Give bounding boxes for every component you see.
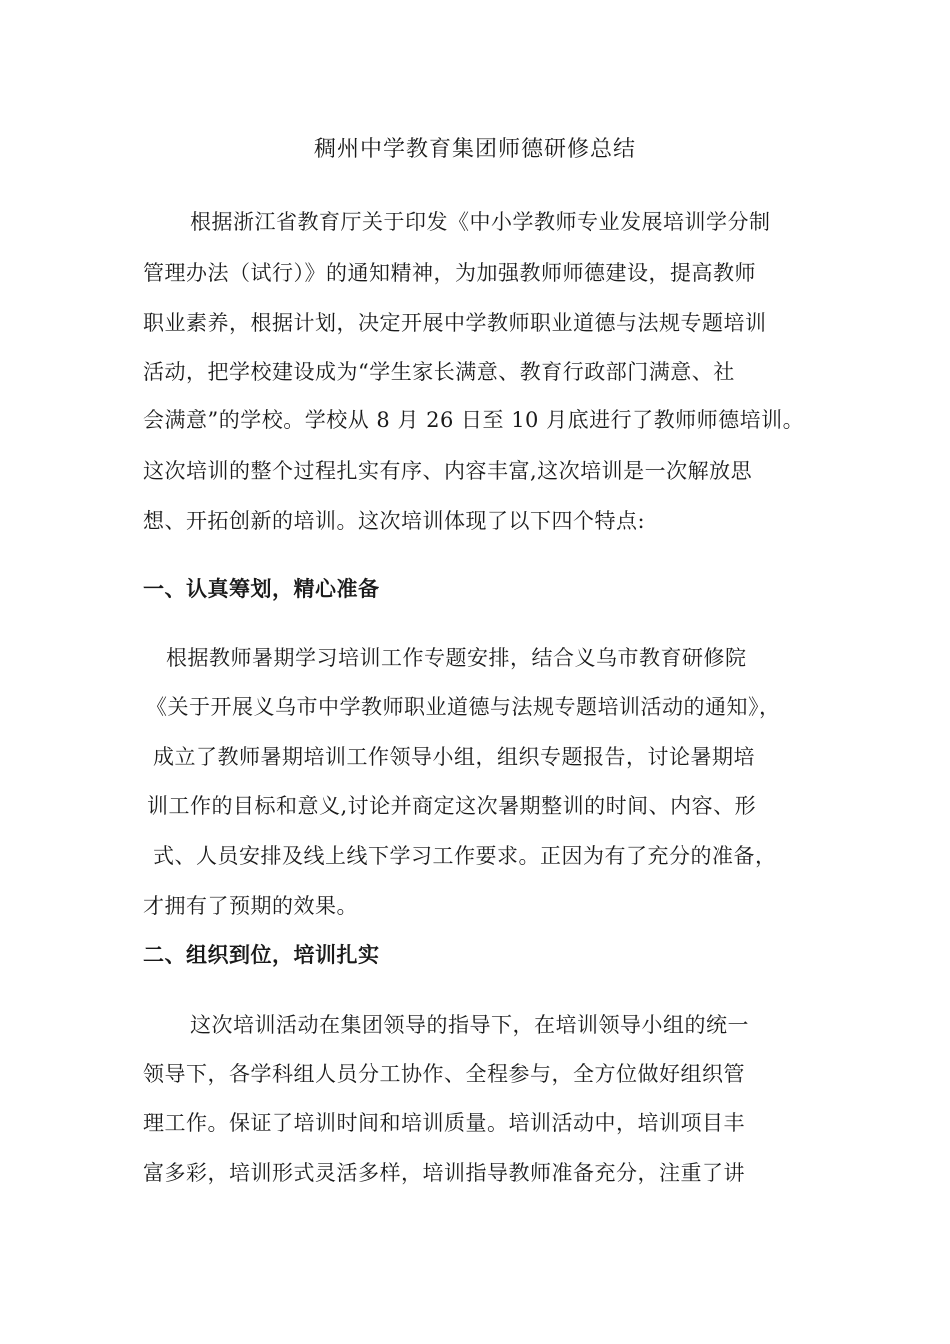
section2-line: 富多彩，培训形式灵活多样，培训指导教师准备充分，注重了讲	[143, 1161, 745, 1185]
intro-line: 这次培训的整个过程扎实有序、内容丰富,这次培训是一次解放思	[143, 459, 753, 483]
section1-line: 根据教师暑期学习培训工作专题安排，结合义乌市教育研修院	[166, 646, 747, 670]
intro-line: 职业素养，根据计划，决定开展中学教师职业道德与法规专题培训	[143, 311, 767, 335]
section1-line: 才拥有了预期的效果。	[143, 894, 358, 918]
section1-line: 《关于开展义乌市中学教师职业道德与法规专题培训活动的通知》，	[146, 695, 781, 719]
intro-line: 管理办法（试行）》的通知精神，为加强教师师德建设，提高教师	[143, 261, 756, 285]
section-heading-1: 一、认真筹划，精心准备	[143, 576, 380, 601]
section2-line: 理工作。保证了培训时间和培训质量。培训活动中，培训项目丰	[143, 1111, 745, 1135]
section1-line: 训工作的目标和意义,讨论并商定这次暑期整训的时间、内容、形	[147, 794, 757, 818]
section1-line: 成立了教师暑期培训工作领导小组，组织专题报告，讨论暑期培	[153, 745, 755, 769]
section-heading-2: 二、组织到位，培训扎实	[143, 942, 380, 967]
section2-line: 领导下，各学科组人员分工协作、全程参与，全方位做好组织管	[143, 1062, 745, 1086]
intro-line: 活动，把学校建设成为“学生家长满意、教育行政部门满意、社	[143, 360, 735, 384]
document-title: 稠州中学教育集团师德研修总结	[313, 137, 636, 162]
section2-line: 这次培训活动在集团领导的指导下，在培训领导小组的统一	[190, 1013, 749, 1037]
intro-line: 根据浙江省教育厅关于印发《中小学教师专业发展培训学分制	[190, 210, 771, 234]
intro-line: 想、开拓创新的培训。这次培训体现了以下四个特点:	[143, 509, 646, 533]
intro-line: 会满意”的学校。学校从 8 月 26 日至 10 月底进行了教师师德培训。	[143, 408, 805, 432]
section1-line: 式、人员安排及线上线下学习工作要求。正因为有了充分的准备，	[153, 844, 777, 868]
